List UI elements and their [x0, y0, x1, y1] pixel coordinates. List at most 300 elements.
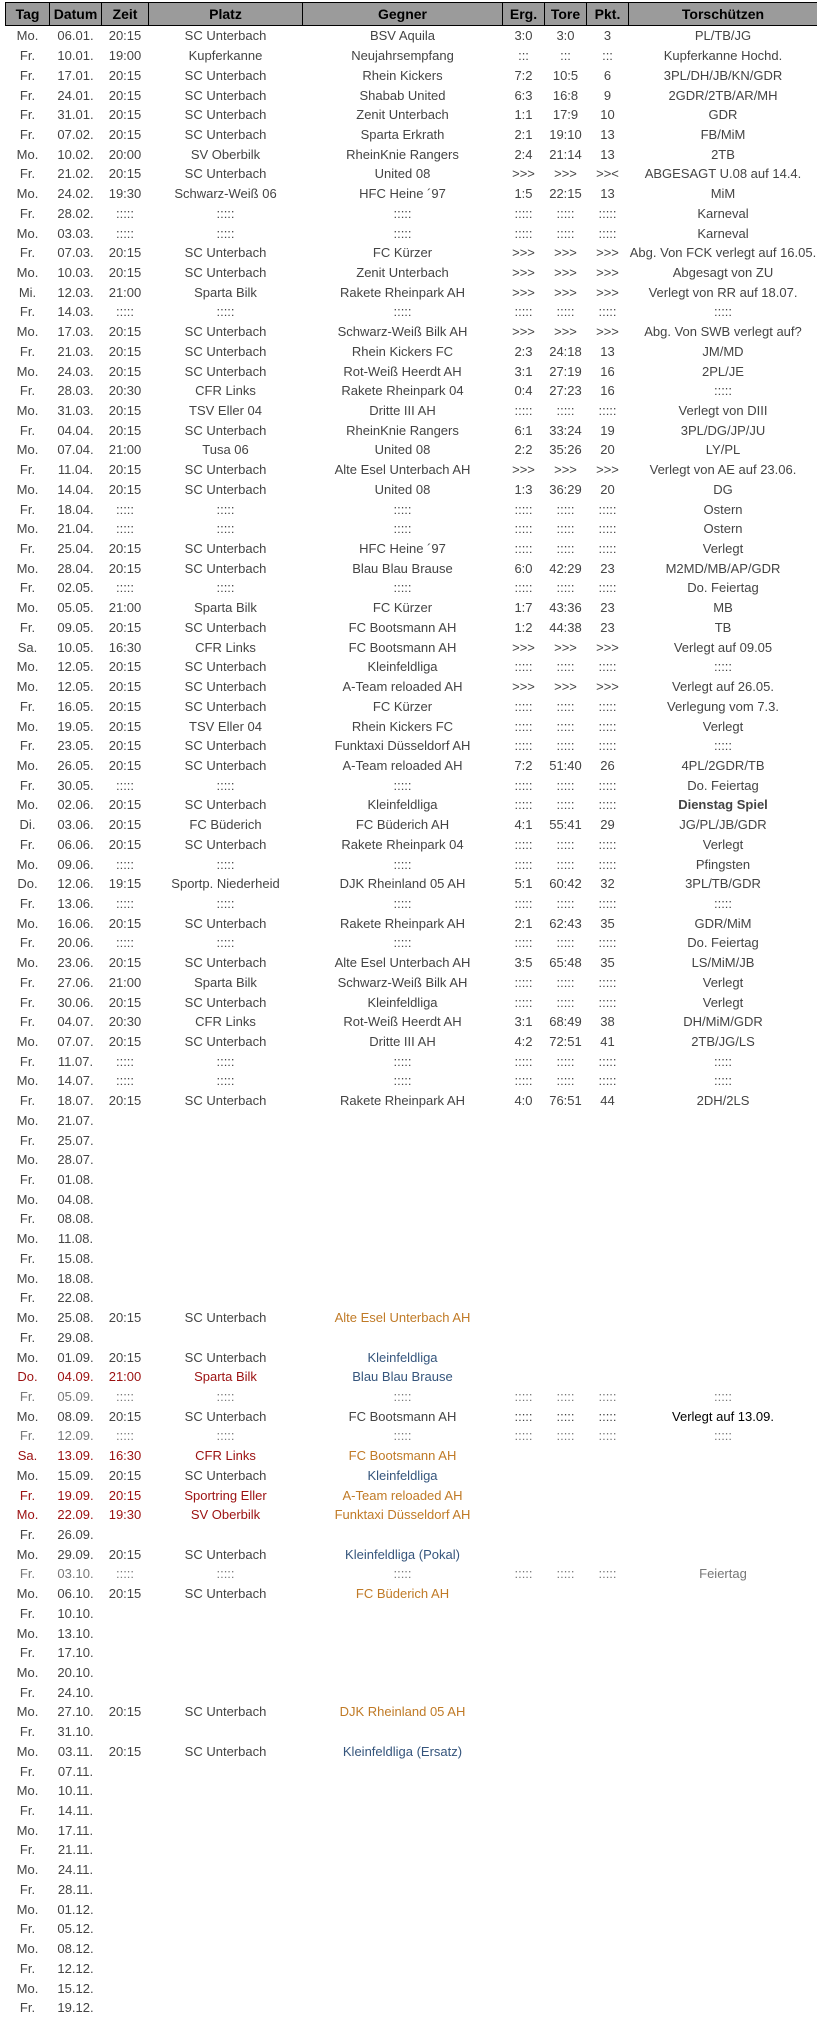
cell-tore: :::::	[556, 521, 575, 537]
cell-datum: 09.05.	[57, 619, 94, 635]
cell-tag: Fr.	[19, 87, 36, 103]
cell-gegner	[303, 1623, 503, 1643]
cell-datum: 31.03.	[57, 403, 94, 419]
cell-erg	[503, 1367, 545, 1387]
cell-torschuetzen: Do. Feiertag	[687, 777, 759, 793]
cell-datum: 31.01.	[57, 107, 94, 123]
cell-platz	[149, 1189, 303, 1209]
cell-torschuetzen: LY/PL	[705, 442, 741, 458]
cell-erg	[503, 1288, 545, 1308]
cell-datum: 04.07.	[57, 1014, 94, 1030]
table-row	[6, 223, 817, 243]
cell-torschuetzen: Verlegt von AE auf 23.06.	[649, 462, 797, 478]
cell-platz: SC Unterbach	[184, 757, 267, 773]
cell-erg: :::::	[514, 718, 533, 734]
table-row	[6, 26, 817, 46]
cell-gegner: Dritte III AH	[369, 1034, 436, 1050]
cell-zeit: 19:30	[108, 186, 142, 202]
cell-torschuetzen	[629, 1111, 817, 1131]
cell-platz: FC Büderich	[189, 817, 262, 833]
cell-zeit: :::::	[115, 1566, 135, 1582]
cell-gegner	[303, 1150, 503, 1170]
cell-tore: :::::	[556, 718, 575, 734]
cell-platz: :::::	[216, 895, 235, 911]
cell-datum: 15.09.	[57, 1467, 94, 1483]
table-row	[6, 716, 817, 736]
cell-datum: 01.09.	[57, 1349, 94, 1365]
cell-datum: 27.06.	[57, 974, 94, 990]
cell-torschuetzen: Karneval	[697, 225, 749, 241]
cell-gegner: FC Büderich AH	[355, 817, 450, 833]
cell-platz: SC Unterbach	[184, 166, 267, 182]
cell-erg: >>>	[512, 284, 535, 300]
cell-pkt	[587, 1465, 629, 1485]
cell-pkt	[587, 1978, 629, 1998]
cell-gegner	[303, 1781, 503, 1801]
header-pkt: Pkt.	[587, 3, 629, 26]
cell-datum: 03.03.	[57, 225, 94, 241]
cell-erg: :::::	[514, 698, 533, 714]
cell-erg: 2:1	[514, 126, 533, 142]
cell-tag: Mo.	[16, 363, 39, 379]
cell-gegner: :::::	[393, 501, 412, 517]
cell-pkt: :::::	[598, 403, 617, 419]
cell-pkt: >>>	[596, 324, 619, 340]
cell-gegner: DJK Rheinland 05 AH	[339, 876, 466, 892]
cell-platz: SC Unterbach	[184, 955, 267, 971]
cell-pkt: 9	[603, 87, 612, 103]
cell-datum: 19.05.	[57, 718, 94, 734]
table-row	[6, 894, 817, 914]
cell-datum: 29.09.	[57, 1546, 94, 1562]
cell-torschuetzen	[629, 1150, 817, 1170]
cell-pkt: :::::	[598, 797, 617, 813]
cell-tore	[545, 1446, 587, 1466]
cell-tore: 10:5	[552, 67, 579, 83]
cell-torschuetzen	[629, 1899, 817, 1919]
cell-tore	[545, 1111, 587, 1131]
cell-pkt: :::::	[598, 698, 617, 714]
cell-gegner: United 08	[374, 481, 431, 497]
cell-erg	[503, 1249, 545, 1269]
cell-tore	[545, 1860, 587, 1880]
cell-tore: :::::	[556, 974, 575, 990]
cell-torschuetzen	[629, 1702, 817, 1722]
cell-zeit: 20:15	[108, 1349, 142, 1365]
cell-platz	[149, 1130, 303, 1150]
cell-torschuetzen	[629, 1978, 817, 1998]
cell-datum: 24.01.	[57, 87, 94, 103]
cell-erg	[503, 1209, 545, 1229]
cell-erg: :::::	[514, 974, 533, 990]
table-row	[6, 1249, 817, 1269]
table-row	[6, 46, 817, 66]
cell-platz: :::::	[216, 580, 235, 596]
cell-datum: 17.11.	[57, 1822, 94, 1838]
cell-erg: :::::	[514, 501, 533, 517]
cell-platz: :::::	[216, 1388, 235, 1404]
cell-pkt: 19	[600, 422, 615, 438]
cell-gegner: Rakete Rheinpark 04	[341, 836, 464, 852]
cell-torschuetzen: :::::	[713, 738, 733, 754]
cell-tag: Do.	[17, 876, 38, 892]
cell-tore: :::::	[556, 777, 575, 793]
cell-torschuetzen	[629, 1840, 817, 1860]
cell-zeit: 20:15	[108, 1310, 142, 1326]
cell-platz: SC Unterbach	[184, 28, 267, 44]
table-row	[6, 85, 817, 105]
cell-erg: 3:1	[514, 363, 533, 379]
cell-datum: 31.10.	[57, 1724, 94, 1740]
table-row	[6, 1840, 817, 1860]
cell-erg: :::::	[514, 403, 533, 419]
cell-tag: Mo.	[16, 481, 39, 497]
cell-platz	[149, 1958, 303, 1978]
cell-zeit	[102, 1288, 149, 1308]
cell-tag: Mo.	[16, 1152, 39, 1168]
table-row	[6, 499, 817, 519]
cell-zeit	[102, 1209, 149, 1229]
cell-pkt	[587, 1446, 629, 1466]
cell-datum: 18.07.	[57, 1093, 94, 1109]
cell-tore: 60:42	[549, 876, 582, 892]
cell-zeit	[102, 1939, 149, 1959]
cell-tore: :::::	[556, 895, 575, 911]
cell-platz: :::::	[216, 856, 235, 872]
cell-erg	[503, 1150, 545, 1170]
cell-pkt: 41	[600, 1034, 615, 1050]
cell-datum: 10.01.	[57, 48, 94, 64]
cell-pkt	[587, 1998, 629, 2018]
cell-gegner	[303, 1820, 503, 1840]
table-row	[6, 1229, 817, 1249]
cell-tore: 65:48	[549, 955, 582, 971]
cell-datum: 12.09.	[57, 1428, 94, 1444]
cell-torschuetzen: :::::	[713, 383, 733, 399]
cell-pkt: 13	[600, 146, 615, 162]
cell-tag: Mo.	[16, 1467, 39, 1483]
cell-tag: Mo.	[16, 659, 39, 675]
cell-torschuetzen: :::::	[713, 1073, 733, 1089]
cell-platz	[149, 1663, 303, 1683]
cell-datum: 12.05.	[57, 659, 94, 675]
cell-gegner	[303, 1682, 503, 1702]
cell-tore	[545, 1840, 587, 1860]
cell-tore	[545, 1682, 587, 1702]
cell-tag: Fr.	[19, 738, 36, 754]
cell-pkt	[587, 1150, 629, 1170]
cell-pkt: >>>	[596, 639, 619, 655]
cell-torschuetzen	[629, 1958, 817, 1978]
cell-erg: :::::	[514, 777, 533, 793]
table-row	[6, 1781, 817, 1801]
cell-platz: Tusa 06	[202, 442, 249, 458]
cell-tore	[545, 1919, 587, 1939]
cell-zeit	[102, 1880, 149, 1900]
cell-tore	[545, 1544, 587, 1564]
cell-zeit	[102, 1130, 149, 1150]
cell-zeit	[102, 1998, 149, 2018]
cell-pkt: 13	[600, 343, 615, 359]
cell-platz	[149, 1249, 303, 1269]
cell-tag: Fr.	[19, 1329, 36, 1345]
cell-zeit: 20:15	[108, 797, 142, 813]
cell-erg: 6:0	[514, 560, 533, 576]
cell-datum: 25.07.	[57, 1132, 94, 1148]
cell-tore	[545, 1367, 587, 1387]
cell-erg: :::::	[514, 994, 533, 1010]
cell-tag: Mo.	[16, 1980, 39, 1996]
cell-tore: >>>	[554, 639, 577, 655]
table-row	[6, 1426, 817, 1446]
cell-tore	[545, 1702, 587, 1722]
cell-platz: :::::	[216, 225, 235, 241]
cell-tore: :::::	[556, 738, 575, 754]
cell-pkt: 23	[600, 619, 615, 635]
table-row	[6, 815, 817, 835]
cell-datum: 18.08.	[57, 1270, 94, 1286]
cell-erg: :::::	[514, 304, 533, 320]
cell-pkt: 29	[600, 817, 615, 833]
cell-torschuetzen: GDR	[708, 107, 738, 123]
cell-gegner: FC Bootsmann AH	[348, 1448, 457, 1464]
cell-tore	[545, 1268, 587, 1288]
cell-platz: Kupferkanne	[188, 48, 263, 64]
cell-zeit: 20:15	[108, 541, 142, 557]
cell-erg	[503, 1939, 545, 1959]
cell-datum: 10.10.	[57, 1605, 94, 1621]
cell-tag: Fr.	[19, 383, 36, 399]
cell-tore	[545, 1880, 587, 1900]
cell-pkt	[587, 1702, 629, 1722]
cell-tore: :::::	[556, 1566, 575, 1582]
cell-erg: 2:2	[514, 442, 533, 458]
cell-zeit: :::::	[115, 1388, 135, 1404]
cell-pkt: 13	[600, 126, 615, 142]
cell-tore	[545, 1308, 587, 1328]
cell-tore	[545, 1978, 587, 1998]
table-row	[6, 1209, 817, 1229]
cell-platz	[149, 1229, 303, 1249]
cell-tag: Mo.	[16, 324, 39, 340]
cell-torschuetzen: ABGESAGT U.08 auf 14.4.	[644, 166, 802, 182]
cell-torschuetzen	[629, 1347, 817, 1367]
cell-zeit: 21:00	[108, 442, 142, 458]
cell-zeit: 16:30	[108, 1448, 142, 1464]
cell-platz: SC Unterbach	[184, 541, 267, 557]
cell-torschuetzen	[629, 1367, 817, 1387]
cell-erg: 1:3	[514, 481, 533, 497]
cell-tag: Fr.	[19, 974, 36, 990]
cell-platz: Sparta Bilk	[194, 974, 257, 990]
cell-erg: :::::	[514, 1408, 533, 1424]
cell-gegner: :::::	[393, 205, 412, 221]
cell-datum: 25.04.	[57, 541, 94, 557]
cell-platz	[149, 1327, 303, 1347]
cell-gegner: Alte Esel Unterbach AH	[334, 1310, 471, 1326]
cell-gegner: Kleinfeldliga	[367, 994, 438, 1010]
cell-tag: Fr.	[19, 1684, 36, 1700]
cell-pkt: 23	[600, 600, 615, 616]
cell-zeit	[102, 1899, 149, 1919]
cell-zeit: 20:15	[108, 166, 142, 182]
cell-zeit	[102, 1958, 149, 1978]
cell-tore: :::	[560, 48, 571, 64]
cell-gegner: Rakete Rheinpark AH	[339, 915, 465, 931]
cell-platz	[149, 1682, 303, 1702]
cell-datum: 28.02.	[57, 205, 94, 221]
cell-erg	[503, 1229, 545, 1249]
cell-platz: CFR Links	[195, 639, 256, 655]
cell-platz: SC Unterbach	[184, 67, 267, 83]
table-row	[6, 1288, 817, 1308]
cell-zeit: :::::	[115, 777, 135, 793]
cell-zeit: :::::	[115, 304, 135, 320]
cell-gegner	[303, 1189, 503, 1209]
cell-zeit: 19:00	[108, 48, 142, 64]
cell-torschuetzen: Verlegt von RR auf 18.07.	[648, 284, 798, 300]
cell-gegner: Rhein Kickers FC	[351, 343, 454, 359]
cell-datum: 12.12.	[57, 1960, 94, 1976]
cell-tag: Fr.	[19, 166, 36, 182]
cell-erg	[503, 1998, 545, 2018]
cell-tag: Fr.	[19, 67, 36, 83]
cell-zeit	[102, 1663, 149, 1683]
cell-pkt	[587, 1919, 629, 1939]
cell-platz: SC Unterbach	[184, 619, 267, 635]
cell-tag: Mo.	[16, 1941, 39, 1957]
cell-datum: 11.04.	[57, 462, 94, 478]
cell-datum: 24.10.	[57, 1684, 94, 1700]
cell-torschuetzen: :::::	[713, 895, 733, 911]
cell-erg: :::::	[514, 1566, 533, 1582]
cell-tag: Fr.	[19, 541, 36, 557]
cell-erg: 7:2	[514, 67, 533, 83]
cell-pkt	[587, 1584, 629, 1604]
cell-zeit: 20:15	[108, 698, 142, 714]
cell-pkt	[587, 1367, 629, 1387]
cell-tore: 19:10	[549, 126, 582, 142]
cell-datum: 21.02.	[57, 166, 94, 182]
cell-pkt: :::::	[598, 994, 617, 1010]
cell-tore: 24:18	[549, 343, 582, 359]
cell-torschuetzen: JG/PL/JB/GDR	[679, 817, 767, 833]
cell-gegner: :::::	[393, 304, 412, 320]
cell-erg	[503, 1840, 545, 1860]
cell-pkt	[587, 1347, 629, 1367]
cell-gegner: Dritte III AH	[369, 403, 436, 419]
schedule-body	[6, 26, 817, 2018]
cell-tag: Mo.	[16, 797, 39, 813]
cell-tag: Fr.	[19, 1763, 36, 1779]
cell-erg: 4:1	[514, 817, 533, 833]
cell-torschuetzen: :::::	[713, 659, 733, 675]
cell-zeit: 20:15	[108, 1546, 142, 1562]
cell-gegner: Zenit Unterbach	[356, 107, 449, 123]
cell-platz: CFR Links	[195, 1014, 256, 1030]
cell-zeit: 19:15	[108, 876, 142, 892]
cell-zeit: 16:30	[108, 639, 142, 655]
cell-torschuetzen: Ostern	[703, 501, 743, 517]
cell-datum: 26.09.	[57, 1526, 94, 1542]
cell-tag: Fr.	[19, 580, 36, 596]
cell-pkt: 13	[600, 186, 615, 202]
table-row	[6, 1465, 817, 1485]
cell-zeit	[102, 1978, 149, 1998]
cell-tore	[545, 1465, 587, 1485]
table-row	[6, 874, 817, 894]
cell-tore	[545, 1525, 587, 1545]
cell-datum: 11.08.	[57, 1231, 94, 1247]
cell-zeit: 20:15	[108, 1408, 142, 1424]
cell-pkt: :::::	[598, 935, 617, 951]
cell-gegner: Rot-Weiß Heerdt AH	[343, 363, 462, 379]
cell-zeit: 20:15	[108, 817, 142, 833]
cell-zeit	[102, 1781, 149, 1801]
cell-datum: 07.04.	[57, 442, 94, 458]
cell-platz: SC Unterbach	[184, 87, 267, 103]
table-row	[6, 460, 817, 480]
table-row	[6, 854, 817, 874]
cell-datum: 23.06.	[57, 955, 94, 971]
cell-platz	[149, 1820, 303, 1840]
cell-gegner: Rakete Rheinpark 04	[341, 383, 464, 399]
cell-pkt: 20	[600, 442, 615, 458]
cell-gegner: Schwarz-Weiß Bilk AH	[337, 324, 468, 340]
cell-tore: :::::	[556, 856, 575, 872]
cell-platz: SC Unterbach	[184, 1408, 267, 1424]
cell-platz: SC Unterbach	[184, 1546, 267, 1562]
cell-zeit: 21:00	[108, 974, 142, 990]
cell-zeit: :::::	[115, 580, 135, 596]
cell-pkt: 38	[600, 1014, 615, 1030]
cell-gegner: FC Büderich AH	[355, 1586, 450, 1602]
cell-tag: Fr.	[19, 1566, 36, 1582]
cell-erg: >>>	[512, 324, 535, 340]
cell-erg	[503, 1919, 545, 1939]
table-row	[6, 1544, 817, 1564]
cell-gegner: :::::	[393, 1053, 412, 1069]
cell-gegner: Kleinfeldliga	[367, 797, 438, 813]
cell-zeit	[102, 1919, 149, 1939]
cell-tag: Fr.	[19, 1250, 36, 1266]
cell-zeit: 20:15	[108, 1093, 142, 1109]
cell-pkt	[587, 1268, 629, 1288]
cell-platz: SC Unterbach	[184, 915, 267, 931]
cell-tore	[545, 1249, 587, 1269]
header-zeit: Zeit	[102, 3, 149, 26]
cell-tore: :::::	[556, 836, 575, 852]
cell-tag: Fr.	[19, 304, 36, 320]
cell-erg: 3:5	[514, 955, 533, 971]
cell-pkt	[587, 1820, 629, 1840]
cell-pkt: :::::	[598, 580, 617, 596]
cell-tag: Fr.	[19, 1172, 36, 1188]
cell-tag: Fr.	[19, 1842, 36, 1858]
cell-torschuetzen: Pfingsten	[695, 856, 751, 872]
cell-zeit	[102, 1860, 149, 1880]
cell-torschuetzen: Do. Feiertag	[687, 580, 759, 596]
cell-erg: :::::	[514, 856, 533, 872]
cell-zeit: 20:15	[108, 87, 142, 103]
cell-datum: 08.08.	[57, 1211, 94, 1227]
cell-tag: Fr.	[19, 1487, 36, 1503]
cell-platz: SC Unterbach	[184, 1093, 267, 1109]
cell-gegner	[303, 1958, 503, 1978]
table-row	[6, 1958, 817, 1978]
cell-erg: 1:7	[514, 600, 533, 616]
cell-tore	[545, 1742, 587, 1762]
